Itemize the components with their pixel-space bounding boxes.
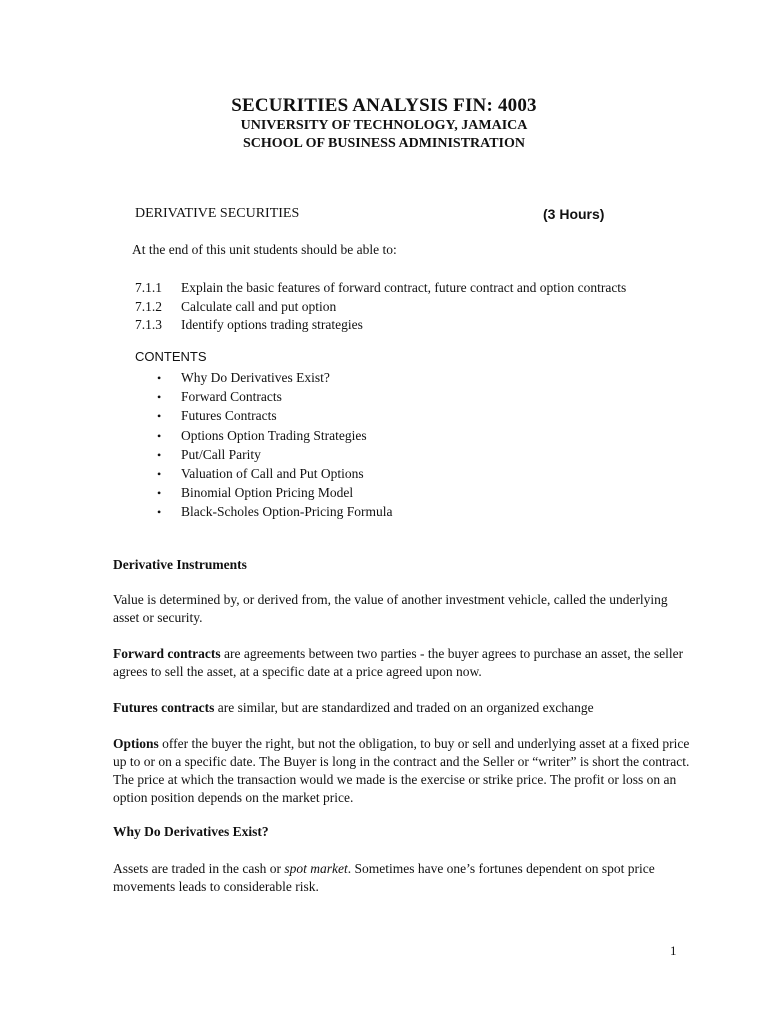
list-item xyxy=(157,464,392,483)
forward-text: are agreements between two parties - the buyer agrees to purchase an asset, the seller agrees to sell the asset, at a specific date at a price agreed upon now. xyxy=(113,646,684,679)
assets-pre: Assets are traded in the cash or xyxy=(113,861,285,876)
objective-item xyxy=(135,279,626,298)
list-item xyxy=(157,483,392,502)
assets-post: . Sometimes have one’s fortunes dependent on spot price movements leads to considerable risk. xyxy=(113,861,655,894)
bullet-icon: • xyxy=(157,486,162,501)
futures-term: Futures contracts xyxy=(113,700,215,715)
objective-text: Explain the basic features of forward contract, future contract and option contracts xyxy=(181,280,627,295)
list-item xyxy=(157,426,392,445)
list-item-text: Put/Call Parity xyxy=(181,446,261,462)
value-paragraph: Value is determined by, or derived from, the value of another investment vehicle, called the underlying asset or security. xyxy=(113,592,668,625)
options-term: Options xyxy=(113,736,159,751)
assets-paragraph xyxy=(113,860,693,896)
school-name: SCHOOL OF BUSINESS ADMINISTRATION xyxy=(242,136,526,151)
forward-paragraph xyxy=(113,645,693,681)
page-number: 1 xyxy=(670,943,677,958)
derivative-instruments-heading: Derivative Instruments xyxy=(113,557,247,572)
futures-text: are similar, but are standardized and traded on an organized exchange xyxy=(214,700,594,715)
objective-text: Calculate call and put option xyxy=(181,298,337,314)
bullet-icon: • xyxy=(157,371,162,385)
list-item-text: Futures Contracts xyxy=(181,408,277,424)
objective-item xyxy=(135,316,626,335)
objective-item xyxy=(135,298,626,317)
why-derivatives-heading: Why Do Derivatives Exist? xyxy=(113,824,269,839)
bullet-icon: • xyxy=(157,505,162,520)
objective-number: 7.1.3 xyxy=(135,317,162,332)
spot-market-term: spot market xyxy=(284,861,348,876)
list-item-text: Forward Contracts xyxy=(181,389,282,405)
bullet-icon: • xyxy=(157,390,162,405)
list-item xyxy=(157,502,392,521)
unit-intro: At the end of this unit students should be able to: xyxy=(132,242,397,257)
bullet-icon: • xyxy=(157,409,162,424)
list-item-text: Black-Scholes Option-Pricing Formula xyxy=(181,504,393,520)
course-title: SECURITIES ANALYSIS FIN: 4003 xyxy=(231,95,537,116)
contents-list xyxy=(157,368,392,522)
list-item xyxy=(157,406,392,425)
bullet-icon: • xyxy=(157,428,162,443)
list-item-text: Why Do Derivatives Exist? xyxy=(181,370,330,385)
futures-paragraph xyxy=(113,699,693,717)
unit-duration: (3 Hours) xyxy=(543,206,605,222)
bullet-icon: • xyxy=(157,447,162,462)
objectives-list xyxy=(135,279,626,335)
list-item-text: Binomial Option Pricing Model xyxy=(181,485,354,501)
objective-text: Identify options trading strategies xyxy=(181,317,363,332)
objective-number: 7.1.1 xyxy=(135,280,162,295)
forward-term: Forward contracts xyxy=(113,646,221,661)
list-item xyxy=(157,368,392,387)
options-paragraph xyxy=(113,735,693,807)
university-name: UNIVERSITY OF TECHNOLOGY, JAMAICA xyxy=(240,118,528,133)
objective-number: 7.1.2 xyxy=(135,298,162,314)
list-item-text: Options Option Trading Strategies xyxy=(181,427,367,443)
unit-title: DERIVATIVE SECURITIES xyxy=(135,206,300,221)
list-item xyxy=(157,387,392,406)
contents-heading: CONTENTS xyxy=(135,349,207,364)
list-item-text: Valuation of Call and Put Options xyxy=(181,465,364,481)
list-item xyxy=(157,445,392,464)
bullet-icon: • xyxy=(157,466,162,481)
options-text: offer the buyer the right, but not the obligation, to buy or sell and underlying asset at a fixed price up to or on a specific date. The Buyer is long in the contract and the Seller or “writer” is short the contract. The price at which the transaction would we made is the exercise or strike price. The profit or loss on an option position depends on the market price. xyxy=(113,736,690,805)
